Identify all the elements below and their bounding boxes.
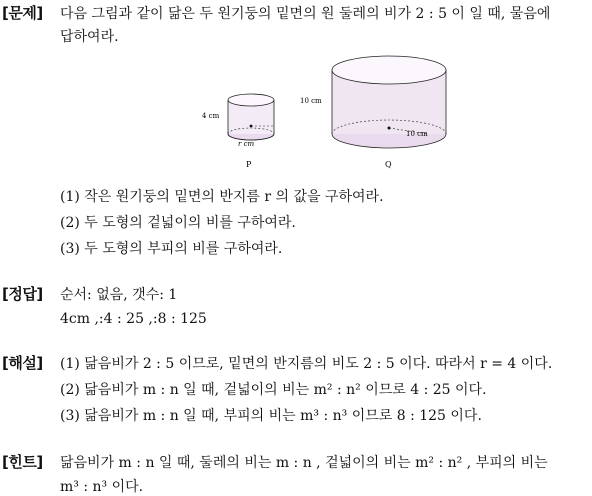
problem-line-2: 답하여라. xyxy=(60,29,119,45)
solution-item-3: (3) 닮음비가 m : n 일 때, 부피의 비는 m³ : n³ 이므로 8 : 125 이다. xyxy=(60,408,482,424)
q-height-label: 10 cm xyxy=(300,97,322,105)
problem-tag: [문제] xyxy=(2,4,43,22)
problem-item-1: (1) 작은 원기둥의 밑면의 반지름 r 의 값을 구하여라. xyxy=(60,189,384,205)
answer-line-2: 4cm ,:4 : 25 ,:8 : 125 xyxy=(60,311,207,327)
p-height-label: 4 cm xyxy=(202,112,220,120)
problem-item-3: (3) 두 도형의 부피의 비를 구하여라. xyxy=(60,241,283,257)
q-radius-label: 10 cm xyxy=(406,130,428,138)
cylinder-q xyxy=(300,56,446,169)
cylinders-figure xyxy=(190,52,460,177)
q-label: Q xyxy=(385,160,392,169)
answer-tag: [정답] xyxy=(2,285,43,303)
solution-item-1: (1) 닮음비가 2 : 5 이므로, 밑면의 반지름의 비도 2 : 5 이다. 따라서 r = 4 이다. xyxy=(60,356,553,372)
problem-item-2: (2) 두 도형의 겉넓이의 비를 구하여라. xyxy=(60,215,296,231)
hint-line-1: 닮음비가 m : n 일 때, 둘레의 비는 m : n , 겉넓이의 비는 m² : n² , 부피의 비는 xyxy=(60,455,548,471)
solution-item-2: (2) 닮음비가 m : n 일 때, 겉넓이의 비는 m² : n² 이므로 4 : 25 이다. xyxy=(60,382,487,398)
p-radius-label: r cm xyxy=(238,140,255,148)
p-label: P xyxy=(246,160,252,169)
solution-tag: [해설] xyxy=(2,354,43,372)
cylinder-p xyxy=(202,94,274,169)
hint-tag: [힌트] xyxy=(2,453,43,471)
hint-line-2: m³ : n³ 이다. xyxy=(60,479,144,495)
problem-line-1: 다음 그림과 같이 닮은 두 원기둥의 밑면의 원 둘레의 비가 2 : 5 이 일 때, 물음에 xyxy=(60,6,551,22)
answer-line-1: 순서: 없음, 갯수: 1 xyxy=(60,287,178,303)
